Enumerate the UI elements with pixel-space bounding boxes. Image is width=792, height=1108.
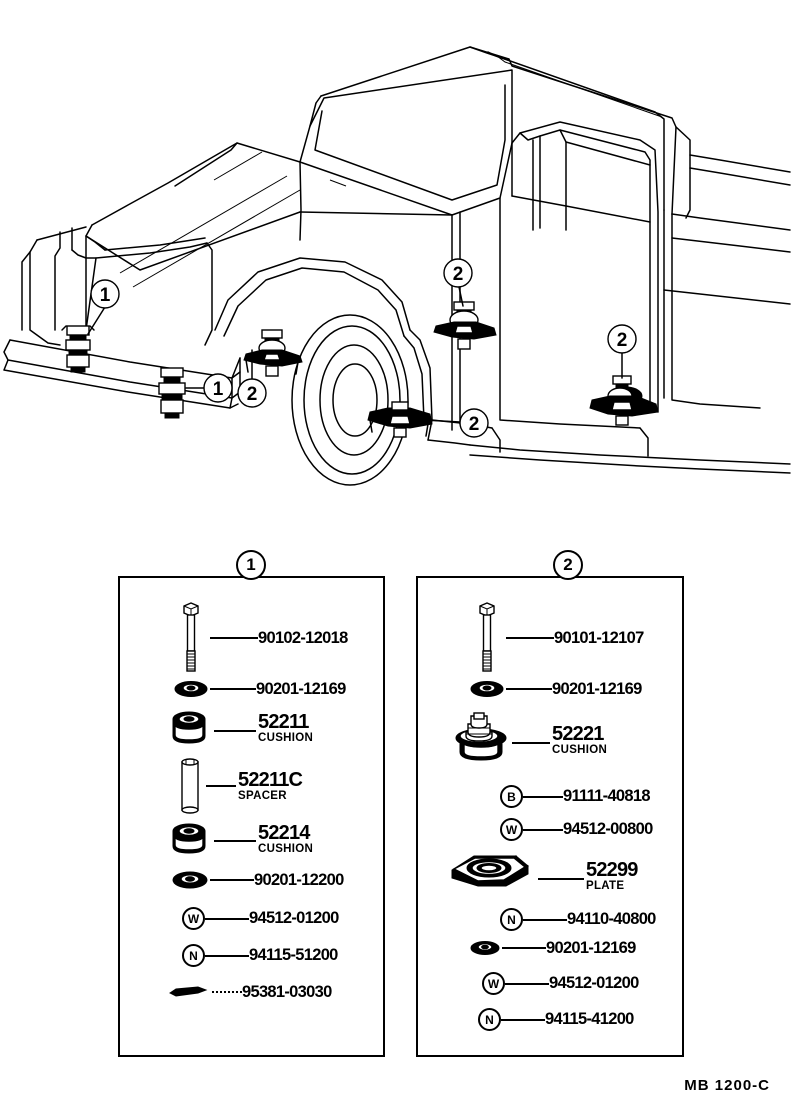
circle-marker-n: N <box>478 1008 501 1031</box>
callout-label: 2 <box>616 330 628 351</box>
callout-2-mid <box>444 259 472 306</box>
cushion-icon <box>168 710 212 746</box>
cushion-icon <box>168 822 212 856</box>
part-row <box>182 907 339 930</box>
diagram-code: MB 1200-C <box>684 1077 770 1094</box>
part-number: 95381-03030 <box>242 983 332 1001</box>
callout-label: 1 <box>99 285 111 306</box>
part-row <box>172 870 344 890</box>
part-row <box>478 1008 634 1031</box>
part-number: 94512-01200 <box>249 909 339 928</box>
part-row <box>182 944 338 967</box>
part-row <box>482 972 639 995</box>
washer-icon <box>172 870 208 890</box>
part-name: CUSHION <box>552 743 608 756</box>
part-row <box>452 708 607 764</box>
panel-2-badge: 2 <box>553 550 583 580</box>
callout-2-rear-right <box>608 325 636 378</box>
bolt-icon <box>472 602 502 674</box>
cab-mount-mid <box>434 302 496 349</box>
part-number: 52221 <box>552 722 604 745</box>
callout-label: 2 <box>452 264 464 285</box>
part-row <box>472 602 644 674</box>
part-number: 94512-01200 <box>549 974 639 993</box>
part-number: 90201-12200 <box>254 870 344 889</box>
part-number: 94115-51200 <box>249 946 338 965</box>
callout-label: 1 <box>212 379 224 400</box>
part-number: 91111-40818 <box>563 787 650 806</box>
part-row <box>168 822 313 856</box>
part-row <box>500 908 656 931</box>
part-row <box>168 984 332 1001</box>
callout-label: 2 <box>246 384 258 405</box>
part-number: 52214 <box>258 821 310 844</box>
cab-mount-rear-lower <box>368 402 432 437</box>
part-row <box>500 785 650 808</box>
washer-icon <box>470 940 500 956</box>
part-number: 94512-00800 <box>563 820 653 839</box>
part-row <box>168 710 313 746</box>
spacer-icon <box>176 758 204 814</box>
part-row <box>448 818 638 898</box>
part-row <box>470 680 642 698</box>
part-number: 52211 <box>258 710 309 733</box>
mount-cushion-icon <box>452 708 510 764</box>
circle-marker-b: B <box>500 785 523 808</box>
callout-label: 2 <box>468 414 480 435</box>
part-name: PLATE <box>586 879 625 892</box>
part-name: CUSHION <box>258 731 314 744</box>
circle-marker-w: W <box>182 907 205 930</box>
callout-1-right <box>186 374 232 402</box>
vehicle-illustration <box>0 0 792 530</box>
bolt-icon <box>176 602 206 674</box>
washer-icon <box>174 680 208 698</box>
circle-marker-w: W <box>500 818 523 841</box>
part-name: CUSHION <box>258 842 314 855</box>
plate-icon <box>448 852 538 898</box>
part-row <box>470 940 636 957</box>
circle-marker-n: N <box>500 908 523 931</box>
part-number: 52211C <box>238 768 303 791</box>
part-number: 90102-12018 <box>258 628 348 647</box>
cab-mount-front-right <box>159 368 185 418</box>
part-number: 90201-12169 <box>546 939 636 957</box>
washer-icon <box>470 680 504 698</box>
part-number: 90101-12107 <box>554 628 644 647</box>
part-number: 94110-40800 <box>567 910 656 929</box>
cotter-pin-icon <box>168 984 210 1000</box>
parts-panels <box>0 540 792 1070</box>
part-number: 52299 <box>586 858 638 881</box>
panel-1-badge: 1 <box>236 550 266 580</box>
part-row <box>176 758 302 814</box>
circle-marker-n: N <box>182 944 205 967</box>
part-number: 94115-41200 <box>545 1010 634 1029</box>
part-number: 90201-12169 <box>552 679 642 698</box>
callout-1-front <box>88 280 119 334</box>
part-number: 90201-12169 <box>256 679 346 698</box>
cab-mount-rear-right <box>590 376 658 425</box>
part-row <box>174 680 346 698</box>
part-name: SPACER <box>238 789 287 802</box>
part-row <box>176 602 348 674</box>
circle-marker-w: W <box>482 972 505 995</box>
